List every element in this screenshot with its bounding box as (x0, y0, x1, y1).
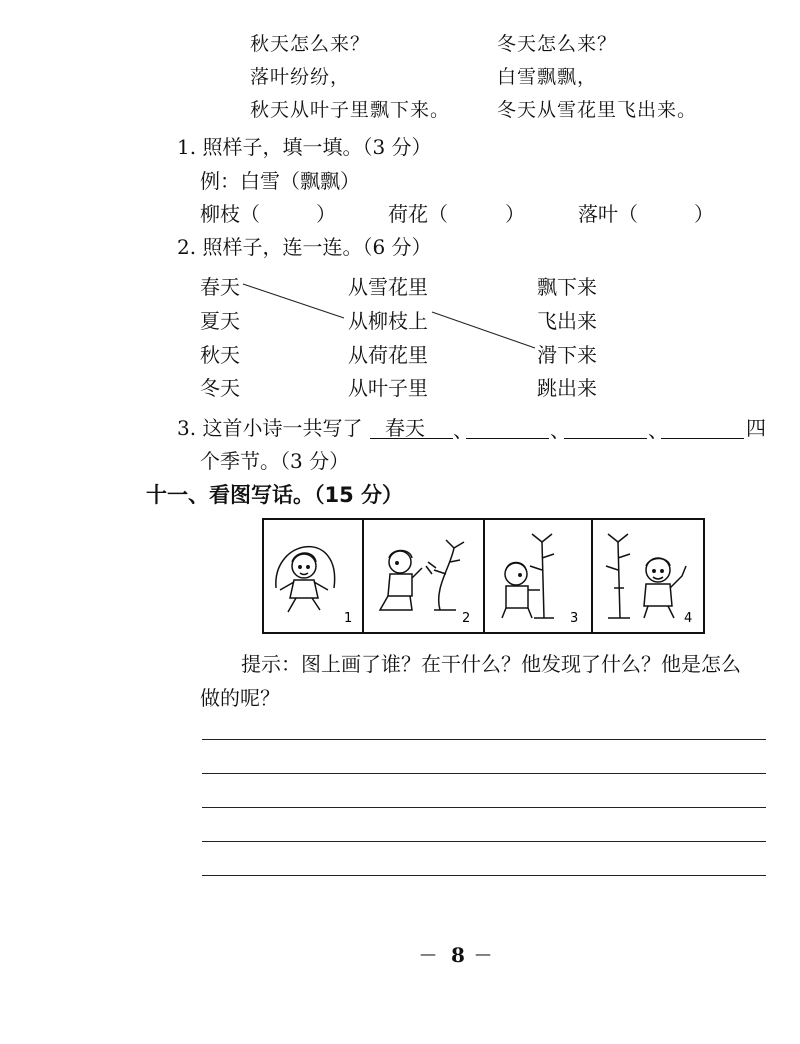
poem-winter-line1: 白雪飘飘， (497, 66, 598, 88)
page-number-dash-right: — (475, 944, 491, 963)
q3-separator: 、 (648, 418, 668, 442)
poem-autumn-line2: 秋天从叶子里飘下来。 (250, 99, 451, 121)
q2-action: 飞出来 (537, 309, 597, 333)
poem-winter-line2: 冬天从雪花里飞出来。 (497, 99, 698, 121)
panel-number: 3 (570, 611, 579, 626)
q3-separator: 、 (550, 418, 570, 442)
q2-action: 跳出来 (537, 376, 597, 400)
q2-season: 夏天 (200, 309, 240, 333)
q3-separator: 、 (453, 418, 473, 442)
q3-line2: 个季节。（3 分） (200, 449, 350, 473)
q1-item-leaves-close: ） (694, 202, 714, 226)
q3-prefix: 3. 这首小诗一共写了 (177, 416, 363, 440)
q1-item-lotus: 荷花（ (388, 202, 448, 226)
poem-winter-question: 冬天怎么来？ (497, 33, 618, 55)
poem-autumn-line1: 落叶纷纷， (250, 66, 351, 88)
q2-action: 飘下来 (537, 275, 597, 299)
section-11-title: 十一、看图写话。（15 分） (146, 483, 404, 507)
q2-action: 滑下来 (537, 343, 597, 367)
q3-blank-1[interactable] (370, 438, 453, 439)
page-number: 8 (451, 943, 465, 967)
picture-story-panels (262, 518, 705, 634)
q2-place: 从雪花里 (348, 275, 428, 299)
panel-number: 1 (344, 611, 353, 626)
panel-number: 2 (462, 611, 471, 626)
q2-title: 2. 照样子，连一连。（6 分） (177, 235, 432, 259)
q1-item-willow: 柳枝（ (200, 202, 260, 226)
q3-filled-answer: 春天 (385, 416, 425, 440)
writing-line[interactable] (202, 773, 766, 774)
page-number-dash-left: — (420, 944, 436, 963)
q1-title: 1. 照样子，填一填。（3 分） (177, 135, 432, 159)
hint-line-1: 提示：图上画了谁？在干什么？他发现了什么？他是怎么 (241, 652, 741, 676)
writing-line[interactable] (202, 739, 766, 740)
q3-suffix: 四 (746, 416, 766, 440)
q2-place: 从叶子里 (348, 376, 428, 400)
q2-season: 冬天 (200, 376, 240, 400)
q2-season: 春天 (200, 275, 240, 299)
q3-blank-2[interactable] (466, 438, 549, 439)
q1-item-willow-close: ） (316, 202, 336, 226)
q1-item-lotus-close: ） (505, 202, 525, 226)
q2-example-connector-lines (0, 0, 800, 420)
writing-line[interactable] (202, 807, 766, 808)
writing-line[interactable] (202, 841, 766, 842)
q1-item-leaves: 落叶（ (578, 202, 638, 226)
poem-autumn-question: 秋天怎么来？ (250, 33, 371, 55)
q3-blank-4[interactable] (661, 438, 744, 439)
writing-line[interactable] (202, 875, 766, 876)
hint-line-2: 做的呢？ (200, 686, 280, 710)
q3-blank-3[interactable] (564, 438, 647, 439)
q2-place: 从荷花里 (348, 343, 428, 367)
panel-number: 4 (684, 611, 693, 626)
q2-season: 秋天 (200, 343, 240, 367)
q1-example: 例：白雪（飘飘） (200, 169, 360, 193)
q2-place: 从柳枝上 (348, 309, 428, 333)
